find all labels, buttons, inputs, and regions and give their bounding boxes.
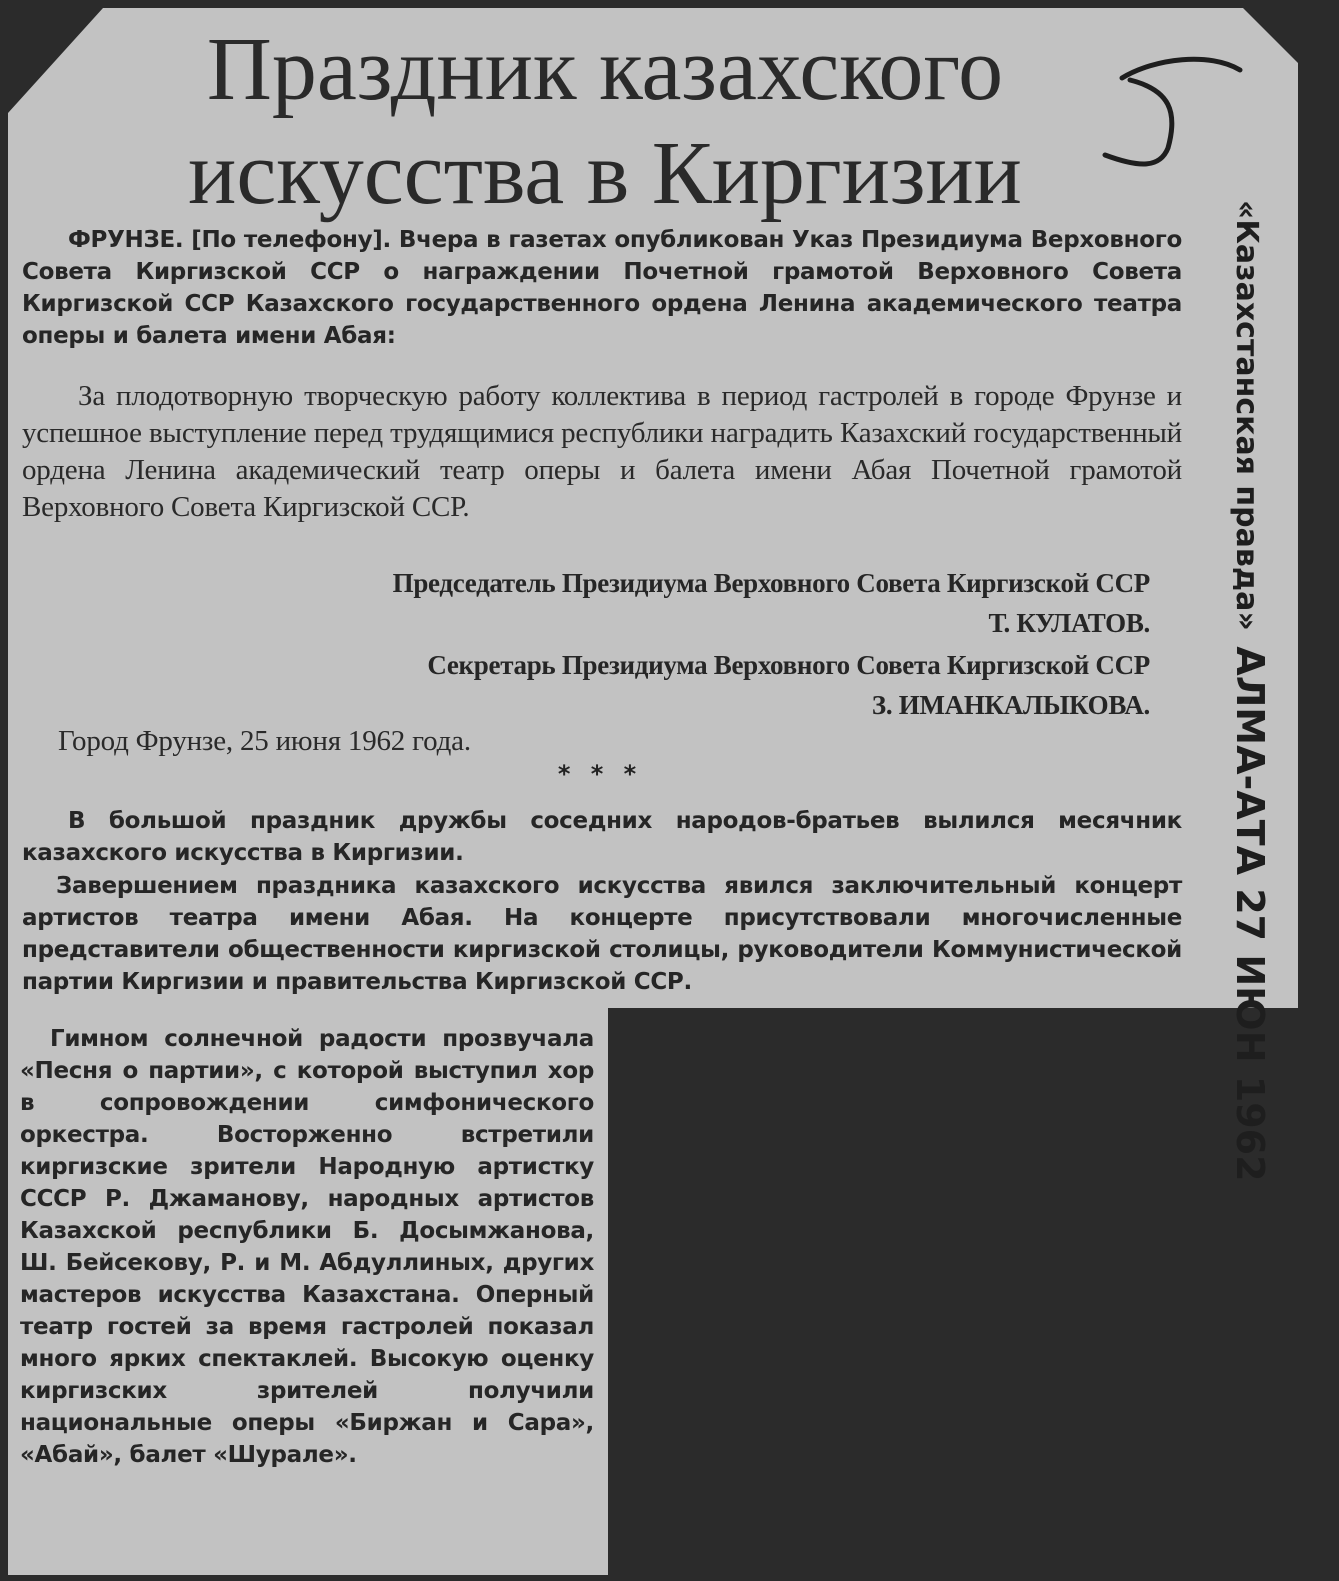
headline-line-2: искусства в Киргизии xyxy=(188,124,1022,223)
decree-text: За плодотворную творческую работу коллектива в период гастролей в городе Фрунзе и успешное выступление перед трудящимися республики наградить Казахский государственный ордена Ленина академический театр оперы и балета имени Абая Почетной грамотой Верховного Совета Киргизской ССР. xyxy=(22,380,1182,523)
paragraph-hymn: Гимном солнечной радости прозвучала «Песня о партии», с которой выступил хор в сопровождении симфонического оркестра. Восторженно встретили киргизские зрители Народную артистку СССР Р. Джаманову, народных артистов Казахской республики Б. Досымжанова, Ш. Бейсекову, Р. и М. Абдуллиных, других мастеров искусства Казахстана. Оперный театр гостей за время гастролей показал много ярких спектаклей. Высокую оценку киргизских зрителей получили национальные оперы «Биржан и Сара», «Абай», балет «Шурале». xyxy=(20,1026,594,1468)
headline-line-1: Праздник казахского xyxy=(206,20,1004,119)
signature-name-secretary: З. ИМАНКАЛЫКОВА. xyxy=(871,690,1150,720)
signature-name-chairman: Т. КУЛАТОВ. xyxy=(988,608,1150,638)
handwritten-number-mark xyxy=(1100,50,1260,190)
paragraph-friendship: В большой праздник дружбы соседних народов-братьев вылился месячник казахского искусства в Киргизии. xyxy=(22,808,1182,866)
paragraph-final-concert: Завершением праздника казахского искусства явился заключительный концерт артистов театра имени Абая. На концерте присутствовали многочисленные представители общественности киргизской столицы, руководители Коммунистической партии Киргизии и правительства Киргизской ССР. xyxy=(22,873,1182,995)
stamp-date: АЛМА-АТА 27 ИЮН 1962 xyxy=(1228,646,1272,1182)
signature-title-chairman: Председатель Президиума Верховного Совета Киргизской ССР xyxy=(392,568,1150,598)
lead-paragraph: ФРУНЗЕ. [По телефону]. Вчера в газетах опубликован Указ Президиума Верховного Совета Киргизской ССР о награждении Почетной грамотой Верховного Совета Киргизской ССР Казахского государственного ордена Ленина академического театра оперы и балета имени Абая: xyxy=(22,227,1182,349)
newspaper-date-stamp xyxy=(1225,200,1275,1182)
article-headline xyxy=(130,18,1080,226)
stamp-newspaper-name: «Казахстанская правда» xyxy=(1229,200,1264,631)
signature-title-secretary: Секретарь Президиума Верховного Совета Киргизской ССР xyxy=(427,650,1150,680)
place-and-date: Город Фрунзе, 25 июня 1962 года. xyxy=(58,725,471,757)
section-separator: * * * xyxy=(557,760,643,788)
